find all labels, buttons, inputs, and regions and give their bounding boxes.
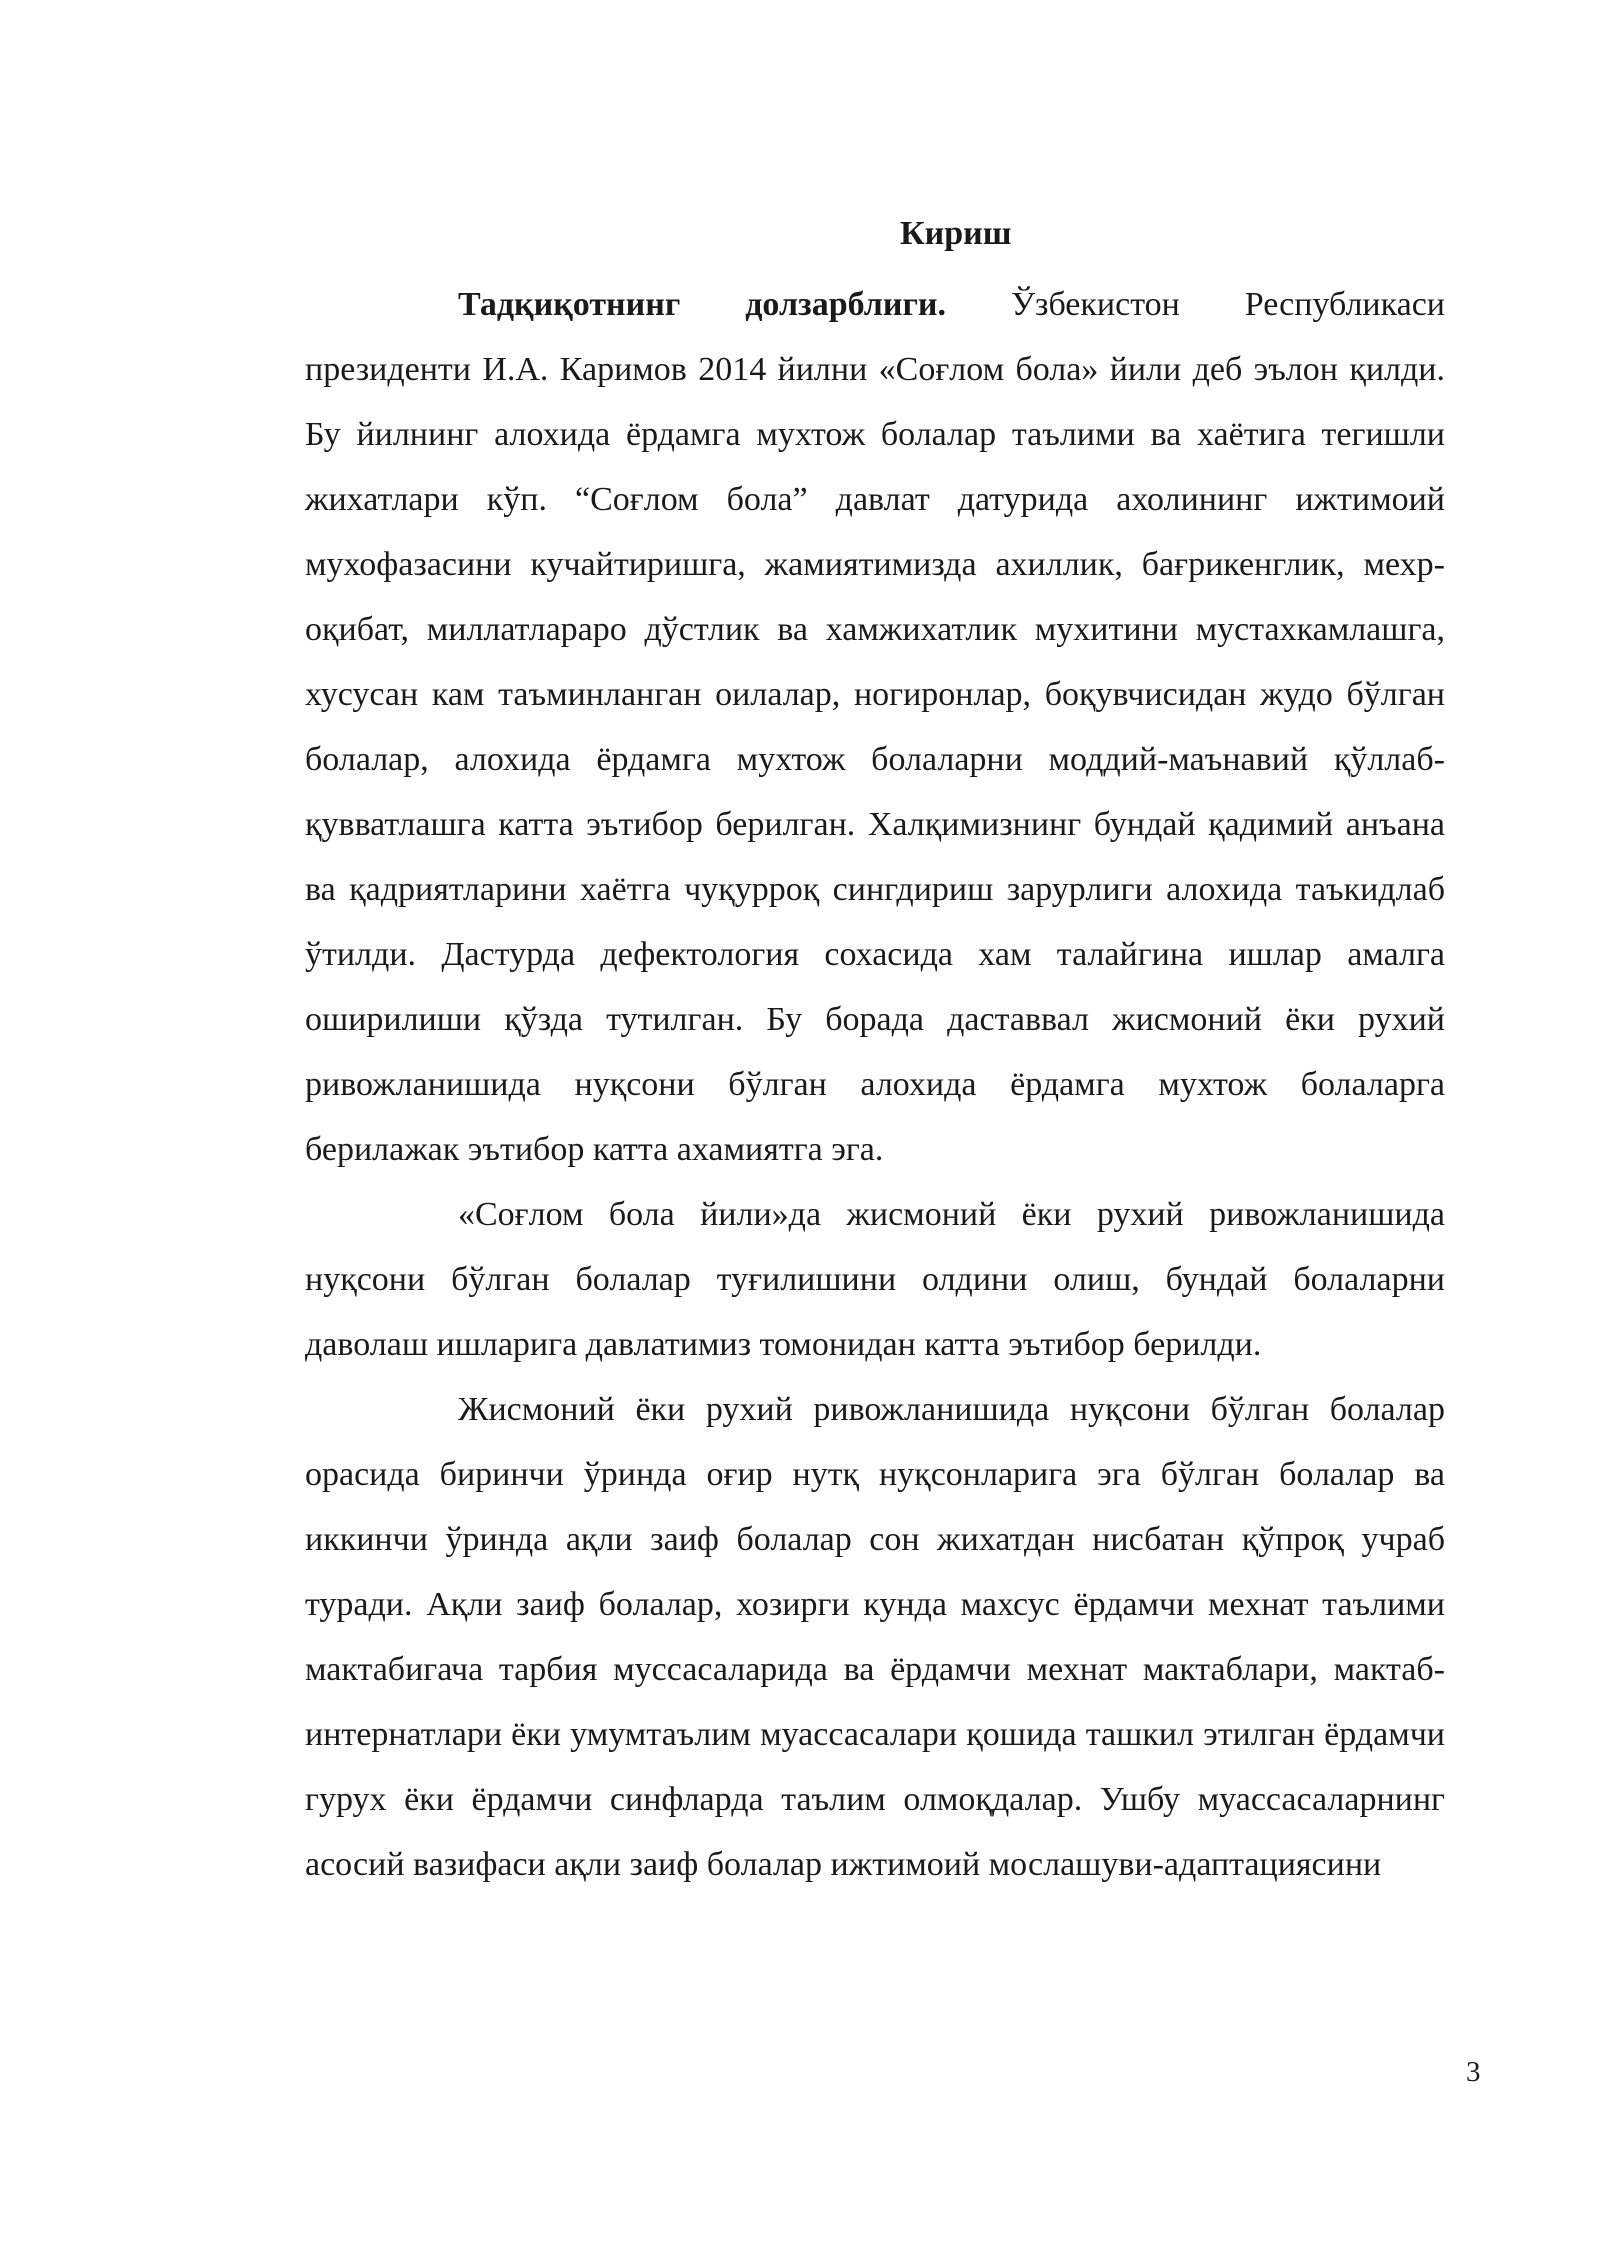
paragraph-disabilities: Жисмоний ёки рухий ривожланишида нуқсони бўлган болалар орасида биринчи ўринда оғир нутқ нуқсонларига эга бўлган болалар ва иккинчи ўринда ақли заиф болалар сон жихатдан нисбатан қўпроқ учраб туради. Ақли заиф болалар, хозирги кунда махсус ёрдамчи мехнат таълими мактабигача тарбия муссасаларида ва ёрдамчи мехнат мактаблари, мактаб-интернатлари ёки умумтаълим муассасалари қошида ташкил этилган ёрдамчи гурух ёки ёрдамчи синфларда таълим олмоқдалар. Ушбу муассасаларнинг асосий вазифаси ақли заиф болалар ижтимоий мослашуви-адаптациясини (305, 1391, 1445, 1883)
page-number: 3 (1466, 2056, 1481, 2088)
paragraph-relevance (305, 272, 1445, 1182)
body-text (305, 272, 1445, 1897)
section-heading: Кириш (900, 215, 1012, 252)
paragraph-healthy-child-year: «Соғлом бола йили»да жисмоний ёки рухий ривожланишида нуқсони бўлган болалар туғилишини олдини олиш, бундай болаларни даволаш ишларига давлатимиз томонидан катта эътибор берилди. (305, 1196, 1445, 1363)
paragraph-text: Ўзбекистон Республикаси президенти И.А. Каримов 2014 йилни «Соғлом бола» йили деб эълон қилди. Бу йилнинг алохида ёрдамга мухтож болалар таълими ва хаётига тегишли жихатлари кўп. “Соғлом бола” давлат датурида ахолининг ижтимоий мухофазасини кучайтиришга, жамиятимизда ахиллик, бағрикенглик, мехр-оқибат, миллатлараро дўстлик ва хамжихатлик мухитини мустахкамлашга, хусусан кам таъминланган оилалар, ногиронлар, боқувчисидан жудо бўлган болалар, алохида ёрдамга мухтож болаларни моддий-маънавий қўллаб-қувватлашга катта эътибор берилган. Халқимизнинг бундай қадимий анъана ва қадриятларини хаётга чуқурроқ сингдириш зарурлиги алохида таъкидлаб ўтилди. Дастурда дефектология сохасида хам талайгина ишлар амалга оширилиши қўзда тутилган. Бу борада даставвал жисмоний ёки рухий ривожланишида нуқсони бўлган алохида ёрдамга мухтож болаларга берилажак эътибор катта ахамиятга эга. (305, 286, 1445, 1168)
paragraph-lead-bold: Тадқиқотнинг долзарблиги. (458, 286, 946, 323)
